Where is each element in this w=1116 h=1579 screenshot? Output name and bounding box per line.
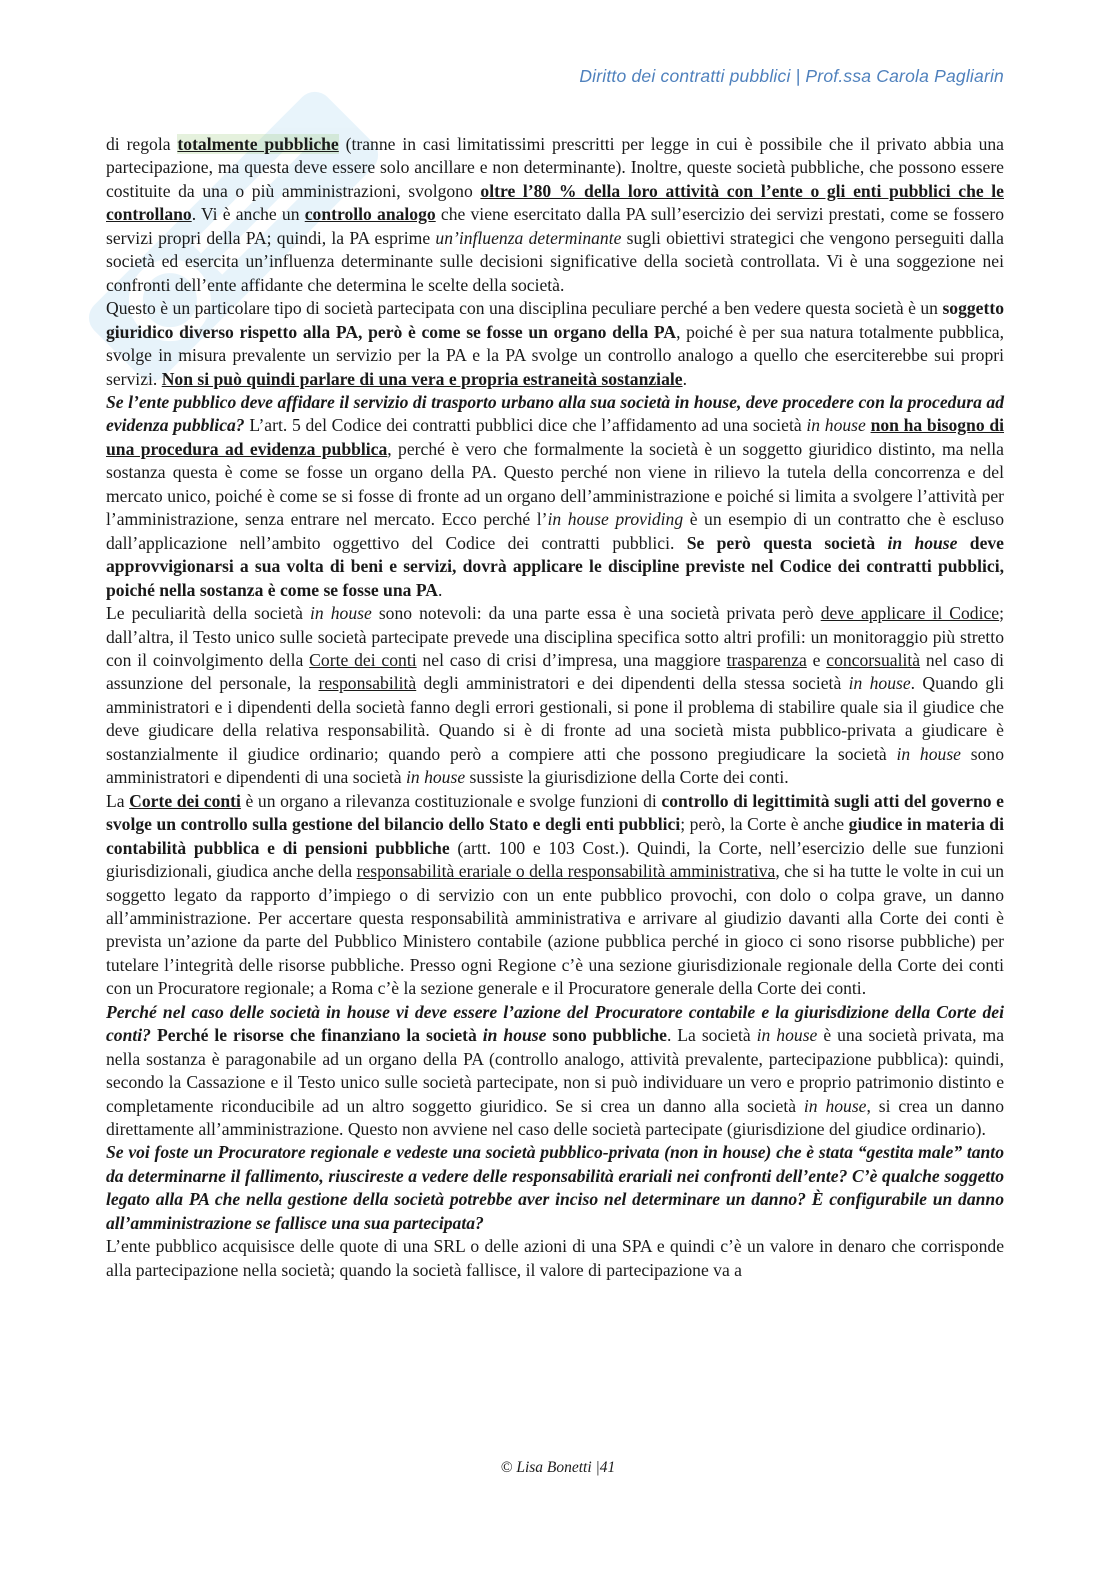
text-run: giudice in materia di contabilità pubblica e di pensioni pubbliche (106, 814, 1004, 858)
text-run: Perché le risorse che finanziano la società (156, 1025, 483, 1046)
text-run: . Vi è anche un (191, 204, 305, 225)
text-run: , perché è vero che formalmente la società è un soggetto giuridico distinto, ma nella sostanza questa è come se fosse un organo della PA. Questo perché non viene in rilievo la tutela della concorrenza e del mercato unico, poiché è come se si fosse di fronte ad un organo dell’amministrazione e poiché si limita a svolgere l’attività per l’amministrazione, senza entrare nel mercato. Ecco perché l’ (106, 438, 1004, 530)
text-run: in house (756, 1025, 818, 1046)
text-run: sono notevoli: da una parte essa è una società privata però (371, 603, 821, 624)
text-run: L’art. 5 del Codice dei contratti pubblici dice che l’affidamento ad una società (244, 415, 807, 436)
text-run: in house (848, 673, 911, 694)
text-run: un’influenza determinante (435, 227, 622, 248)
text-run: è una società privata, ma nella sostanza è paragonabile ad un organo della PA (controllo analogo, attività prevalente, partecipazione pubblica): quindi, secondo la Cassazione e il Testo unico sulle società partecipate, non si può individuare un vero e proprio patrimonio distinto e completamente riconducibile ad un altro soggetto giuridico. Se si crea un danno alla società (106, 1025, 1005, 1116)
text-run: Se voi foste un Procuratore regionale e vedeste una società pubblico-privata (non in house) che è stata “gestita male” tanto da determinarne il fallimento, riuscireste a vedere delle responsabilità erariali nei confronti dell’ente? C’è qualche soggetto legato alla PA che nella gestione della società potrebbe aver inciso nel determinare un danno? È configurabile un danno all’amministrazione se fallisce una sua partecipata? (106, 1142, 1004, 1233)
text-run: oltre l’80 % della loro attività con l’ente o gli enti pubblici che le controllano (106, 180, 1004, 225)
text-run: ; però, la Corte è anche (680, 814, 849, 835)
text-run: Le peculiarità della società (106, 603, 310, 624)
text-run: e (806, 649, 827, 670)
text-run: (artt. 100 e 103 Cost.). Quindi, la Corte, nell’esercizio delle sue funzioni giurisdizionali, giudica anche della (106, 837, 1004, 882)
text-run: Non si può quindi parlare di una vera e propria estraneità sostanziale (161, 368, 683, 389)
paragraph-p2 (106, 297, 1004, 391)
text-run: deve approvvigionarsi a sua volta di beni e servizi, dovrà applicare le discipline previste nel Codice dei contratti pubblici, poiché nella sostanza è come se fosse una PA (106, 532, 1004, 600)
text-run: , che si ha tutte le volte in cui un soggetto legato da rapporto d’impiego o di servizio con un ente pubblico provochi, con dolo o colpa grave, un danno all’amministrazione. Per accertare questa responsabilità amministrativa e arrivare al giudizio davanti alla Corte dei conti è prevista un’azione da parte del Pubblico Ministero contabile (azione pubblica perché in gioco ci sono risorse pubbliche) per tutelare l’integrità delle risorse pubbliche. Presso ogni Regione c’è una sezione giurisdizionale regionale della Corte dei conti con un Procuratore regionale; a Roma c’è la sezione generale e il Procuratore generale della Corte dei conti. (106, 861, 1004, 999)
text-run: in house providing (547, 509, 684, 530)
text-run: in house (482, 1025, 547, 1046)
page-header: Diritto dei contratti pubblici | Prof.ssa Carola Pagliarin (579, 66, 1004, 86)
text-run: è un organo a rilevanza costituzionale e svolge funzioni di (240, 790, 662, 811)
text-run: La (106, 790, 130, 811)
text-run: è un esempio di un contratto che è escluso dall’applicazione nell’ambito oggettivo del Codice dei contratti pubblici. (106, 509, 1004, 553)
text-run: deve applicare il Codice (820, 603, 1000, 624)
text-run: in house (887, 532, 958, 553)
text-run: , poiché è per sua natura totalmente pubblica, svolge in misura prevalente un servizio per la PA e la PA svolge un controllo analogo a quello che eserciterebbe sui propri servizi. (106, 321, 1004, 389)
text-run: di regola (106, 134, 178, 154)
text-run: in house (406, 767, 466, 788)
text-run: in house (310, 603, 372, 624)
page-footer: © Lisa Bonetti |41 (500, 1459, 616, 1476)
text-run: Se l’ente pubblico deve affidare il servizio di trasporto urbano alla sua società in house, deve procedere con la procedura ad evidenza pubblica? (106, 391, 1004, 436)
text-run: sussiste la giurisdizione della Corte dei conti. (465, 767, 789, 788)
text-run: controllo di legittimità sugli atti del governo e svolge un controllo sulla gestione del bilancio dello Stato e degli enti pubblici (106, 790, 1004, 835)
text-run: . Quando gli amministratori e i dipendenti della società fanno degli errori gestionali, si pone il problema di stabilire quale sia il giudice che deve giudicare della relativa responsabilità. Quando si è di fronte ad una società mista pubblico-privata a giudicare è sostanzialmente il giudice ordinario; quando però a compiere atti che possono pregiudicare la società (106, 673, 1004, 764)
text-run: . (682, 368, 687, 389)
text-run: . La società (666, 1025, 757, 1046)
text-run: soggetto giuridico diverso rispetto alla PA, però è come se fosse un organo della PA (106, 298, 1004, 342)
text-run: Questo è un particolare tipo di società partecipata con una disciplina peculiare perché a ben vedere questa società è un (106, 298, 943, 319)
paragraph-p7 (106, 1141, 1004, 1235)
text-run: sugli obiettivi strategici che vengono perseguiti dalla società ed esercita un’influenza determinante sulle decisioni significative della società controllata. Vi è una soggezione nei confronti dell’ente affidante che determina le scelte della società. (106, 227, 1004, 295)
paragraph-p6 (106, 1001, 1004, 1142)
text-run: degli amministratori e dei dipendenti della stessa società (416, 673, 849, 694)
text-run: controllo analogo (304, 204, 436, 225)
text-run: ; dall’altra, il Testo unico sulle società partecipate prevede una disciplina specifica sotto altri profili: un monitoraggio più stretto con il coinvolgimento della (106, 603, 1005, 670)
text-run: , si crea un danno direttamente all’amministrazione. Questo non avviene nel caso delle società partecipate (giurisdizione del giudice ordinario). (106, 1095, 1004, 1140)
text-run: totalmente pubbliche (177, 134, 339, 154)
text-run: Se però questa società (686, 532, 888, 553)
text-run: Corte dei conti (129, 790, 241, 811)
text-run: in house (896, 743, 961, 764)
document-body (106, 133, 1004, 1282)
text-run: . (437, 579, 443, 600)
text-run: in house (803, 1095, 867, 1116)
paragraph-p3 (106, 391, 1004, 602)
paragraph-p8 (106, 1235, 1004, 1282)
text-run: responsabilità erariale o della responsabilità amministrativa (356, 861, 776, 882)
text-run: sono pubbliche (546, 1025, 667, 1046)
text-run: responsabilità (318, 673, 417, 694)
text-run: in house (806, 415, 866, 436)
text-run: nel caso di assunzione del personale, la (106, 649, 1005, 694)
text-run: (tranne in casi limitatissimi prescritti per legge in cui è possibile che il privato abbia una partecipazione, ma questa deve essere solo ancillare e non determinante). Inoltre, queste società pubbliche, che possono essere costituite da una o più amministrazioni, svolgono (106, 134, 1004, 201)
text-run: Perché nel caso delle società in house vi deve essere l’azione del Procuratore contabile e la giurisdizione della Corte dei conti? (106, 1001, 1004, 1046)
paragraph-p5 (106, 790, 1004, 1001)
text-run: L’ente pubblico acquisisce delle quote di una SRL o delle azioni di una SPA e quindi c’è un valore in denaro che corrisponde alla partecipazione nella società; quando la società fallisce, il valore di partecipazione va a (106, 1236, 1004, 1280)
text-run: trasparenza (726, 649, 807, 670)
text-run: Corte dei conti (309, 649, 417, 670)
paragraph-p4 (106, 602, 1004, 790)
text-run: concorsualità (826, 649, 921, 670)
text-run: non ha bisogno di una procedura ad evidenza pubblica (106, 415, 1005, 459)
paragraph-p1 (106, 133, 1004, 297)
text-run: che viene esercitato dalla PA sull’esercizio dei servizi prestati, come se fossero servizi propri della PA; quindi, la PA esprime (106, 204, 1004, 248)
text-run: nel caso di crisi d’impresa, una maggiore (416, 649, 727, 670)
text-run: sono amministratori e dipendenti di una società (106, 743, 1004, 788)
